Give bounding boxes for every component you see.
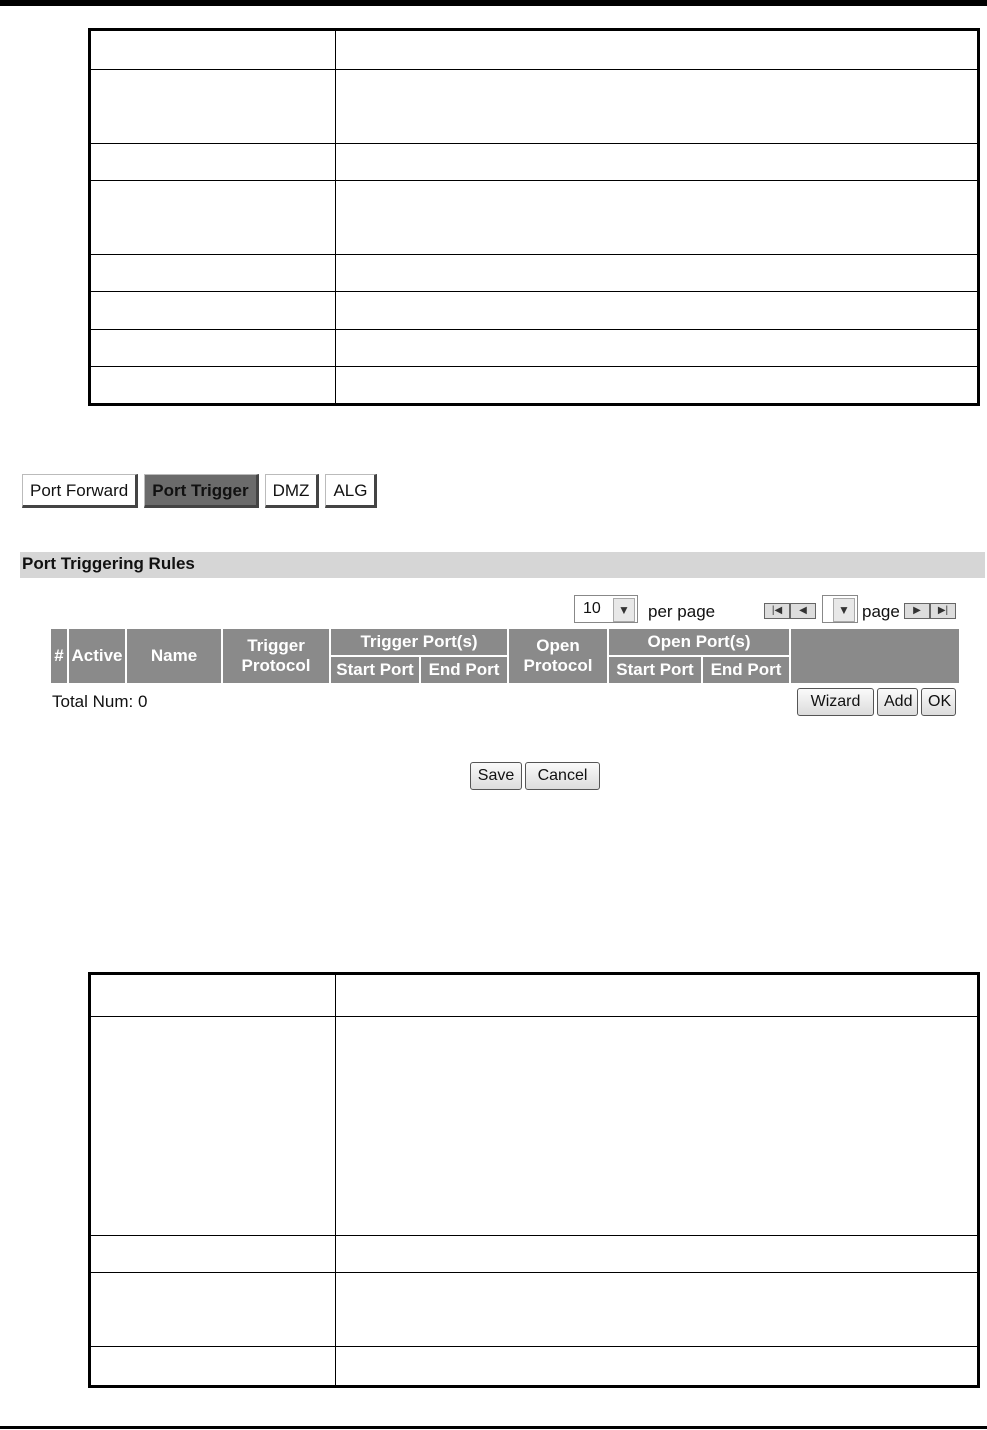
per-page-label: per page [648,602,716,621]
col-num: # [50,628,68,684]
nat-tab-bar [22,474,377,508]
table-cell [336,1017,979,1236]
wizard-button[interactable]: Wizard [797,688,874,716]
table-cell [90,292,336,330]
page-select[interactable] [822,595,858,623]
tab-dmz[interactable]: DMZ [265,474,320,508]
col-trigger-start-port: Start Port [330,656,420,684]
table-cell [336,367,979,405]
add-button[interactable]: Add [877,688,918,716]
col-open-protocol: Open Protocol [508,628,608,684]
col-trigger-protocol: Trigger Protocol [222,628,330,684]
port-trigger-rules-table [49,627,961,685]
col-active: Active [68,628,126,684]
table-cell [336,181,979,255]
table-cell [90,70,336,144]
table-cell [336,330,979,367]
col-trigger-ports: Trigger Port(s) [330,628,508,656]
total-num: Total Num: 0 [52,692,148,711]
page-label: page [862,602,900,621]
table-cell [90,144,336,181]
per-page-value: 10 [583,600,601,617]
col-actions [790,628,960,684]
lower-description-table [88,972,980,1388]
tab-alg[interactable]: ALG [325,474,377,508]
table-cell [90,1347,336,1387]
table-cell [90,255,336,292]
page-top-rule [0,0,987,6]
ok-button[interactable]: OK [921,688,956,716]
table-cell [90,181,336,255]
first-page-icon[interactable]: |◀ [764,603,790,619]
col-trigger-end-port: End Port [420,656,508,684]
table-cell [336,1236,979,1273]
table-cell [336,1347,979,1387]
col-open-ports: Open Port(s) [608,628,790,656]
table-cell [336,144,979,181]
table-cell [336,1273,979,1347]
table-cell [336,70,979,144]
table-cell [336,30,979,70]
col-name: Name [126,628,222,684]
table-cell [90,367,336,405]
table-cell [90,1017,336,1236]
page-bottom-rule [0,1426,987,1429]
save-button[interactable]: Save [470,762,522,790]
table-cell [90,30,336,70]
next-page-icon[interactable]: ▶ [904,603,930,619]
upper-description-table [88,28,980,406]
cancel-button[interactable]: Cancel [525,762,600,790]
table-cell [336,974,979,1017]
col-open-start-port: Start Port [608,656,702,684]
prev-page-icon[interactable]: ◀ [790,603,816,619]
chevron-down-icon: ▼ [613,598,635,622]
last-page-icon[interactable]: ▶| [930,603,956,619]
chevron-down-icon: ▼ [833,598,855,622]
per-page-select[interactable] [574,595,638,623]
table-cell [90,974,336,1017]
table-cell [90,330,336,367]
table-cell [336,255,979,292]
table-cell [90,1236,336,1273]
tab-port-trigger[interactable]: Port Trigger [144,474,258,508]
col-open-end-port: End Port [702,656,790,684]
tab-port-forward[interactable]: Port Forward [22,474,138,508]
table-cell [90,1273,336,1347]
table-cell [336,292,979,330]
section-title: Port Triggering Rules [20,552,985,578]
